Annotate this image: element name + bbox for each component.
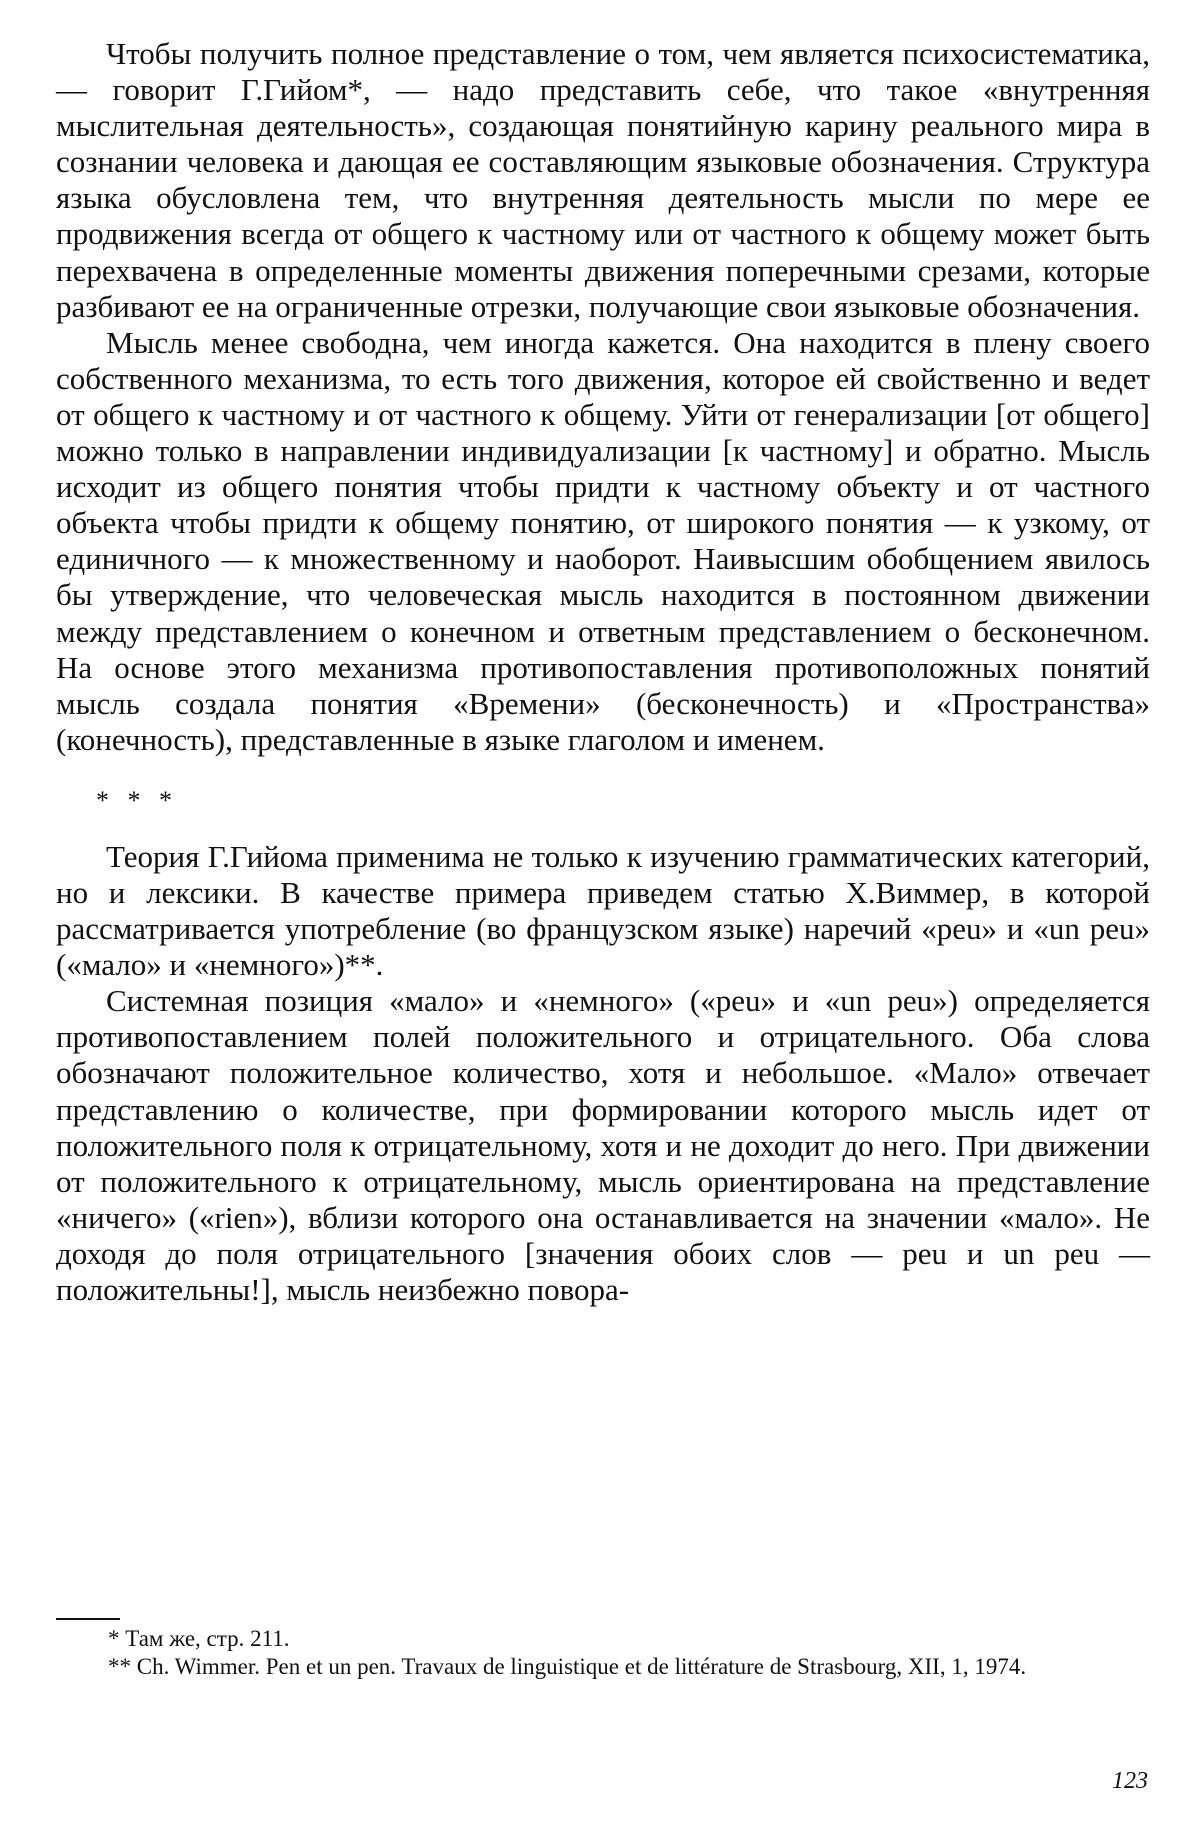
paragraph-4: Системная позиция «мало» и «немного» («peu» и «un peu») определяется противопоставлением полей положительного и отрицательного. Оба слова обозначают положительное количество, хотя и небольшое. «Мало» отвечает представлению о количестве, при формировании которого мысль идет от положительного поля к отрицательному, хотя и не доходит до него. При движении от положительного к отрицательному, мысль ориентирована на представление «ничего» («rien»), вблизи которого она останавливается на значении «мало». Не доходя до поля отрицательного [значения обоих слов — peu и un peu — положительны!], мысль неизбежно повора-: [56, 983, 1150, 1307]
main-text: [56, 36, 1150, 1308]
paragraph-1: Чтобы получить полное представление о том, чем является психосистематика, — говорит Г.Гийом*, — надо представить себе, что такое «внутренняя мыслительная деятельность», создающая понятийную карину реального мира в сознании человека и дающая ее составляющим языковые обозначения. Структура языка обусловлена тем, что внутренняя деятельность мысли по мере ее продвижения всегда от общего к частному или от частного к общему может быть перехвачена в определенные моменты движения поперечными срезами, которые разбивают ее на ограниченные отрезки, получающие свои языковые обозначения.: [56, 36, 1150, 324]
paragraph-3: Теория Г.Гийома применима не только к изучению грамматических категорий, но и лексики. В качестве примера приведем статью Х.Виммер, в которой рассматривается употребление (во французском языке) наречий «peu» и «un peu» («мало» и «немного»)**.: [56, 838, 1150, 983]
section-separator: * * *: [96, 785, 178, 815]
paragraph-2: Мысль менее свободна, чем иногда кажется. Она находится в плену своего собственного механизма, то есть того движения, которое ей свойственно и ведет от общего к частному и от частного к общему. Уйти от генерализации [от общего] можно только в направлении индивидуализации [к частному] и обратно. Мысль исходит из общего понятия чтобы придти к частному объекту и от частного объекта чтобы придти к общему понятию, от широкого понятия — к узкому, от единичного — к множественному и наоборот. Наивысшим обобщением явилось бы утверждение, что человеческая мысль находится в постоянном движении между представлением о конечном и ответным представлением о бесконечном. На основе этого механизма противопоставления противоположных понятий мысль создала понятия «Времени» (бесконечность) и «Пространства» (конечность), представленные в языке глаголом и именем.: [56, 324, 1150, 757]
page-number: 123: [1112, 1768, 1148, 1794]
footnote-divider: [56, 1618, 120, 1620]
footnote-1: * Там же, стр. 211.: [108, 1626, 290, 1651]
footnote-2: ** Ch. Wimmer. Pen et un pen. Travaux de linguistique et de littérature de Strasbourg, XII, 1, 1974.: [108, 1654, 1027, 1679]
footnotes: [56, 1625, 1150, 1681]
